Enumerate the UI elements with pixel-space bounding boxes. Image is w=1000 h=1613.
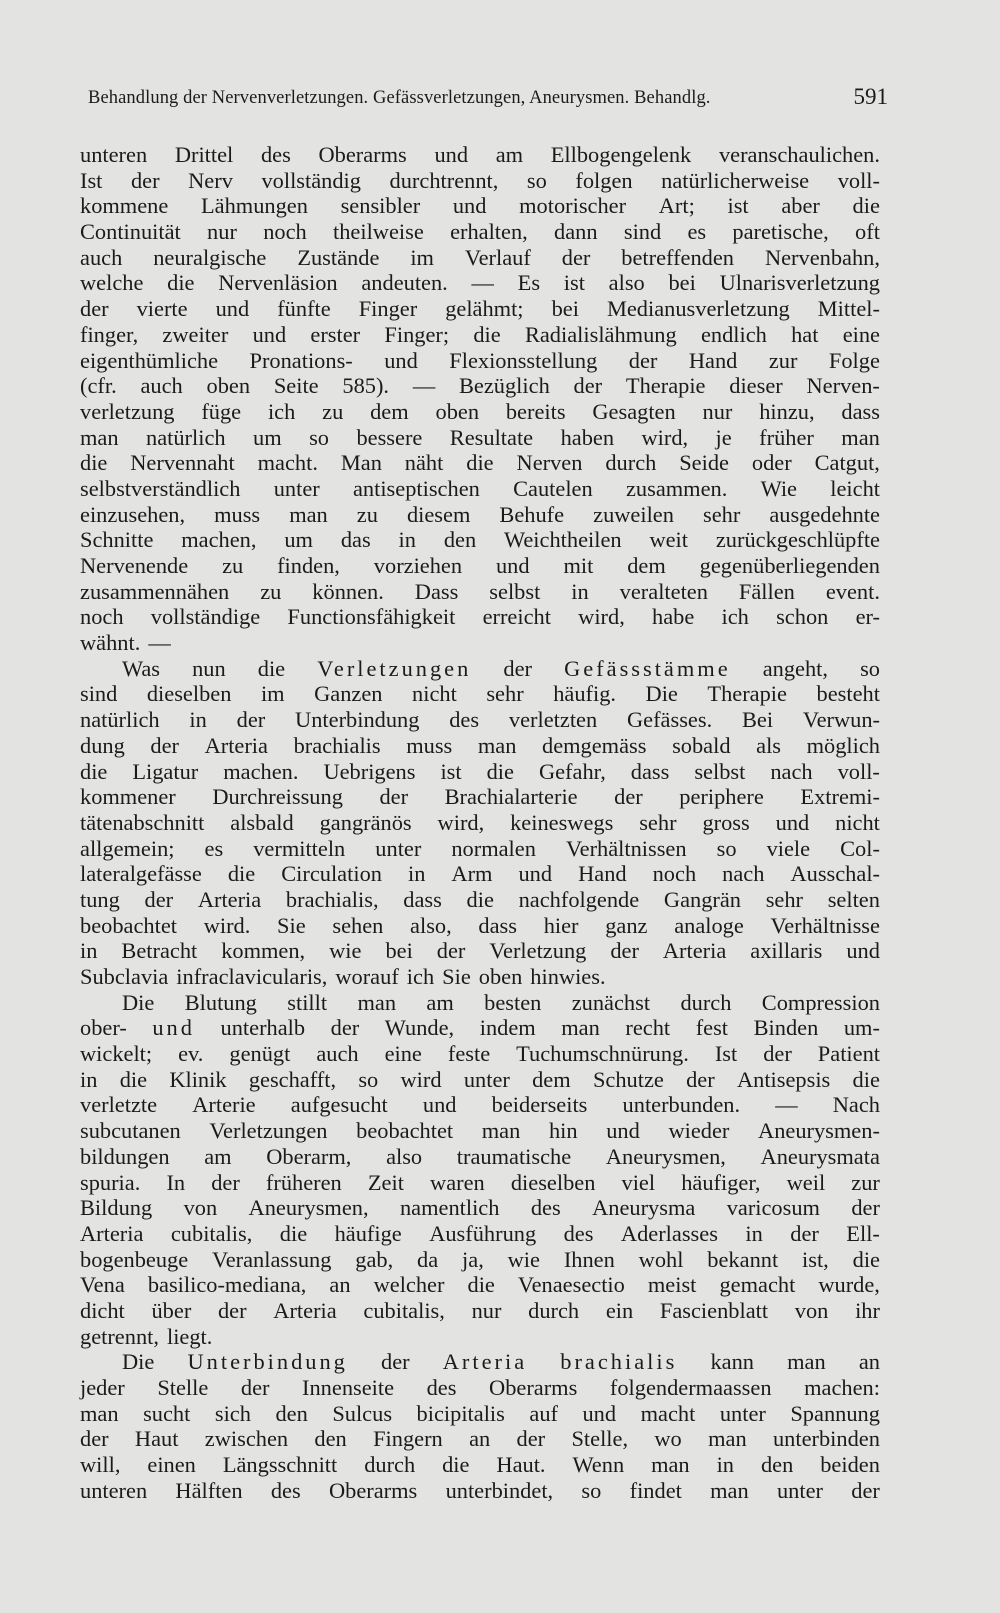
text-line: Schnitte machen, um das in den Weichtheilen weit zurückgeschlüpfte	[80, 527, 880, 553]
running-title: Behandlung der Nervenverletzungen. Gefässverletzungen, Aneurysmen. Behandlg.	[88, 88, 711, 108]
text-line: Vena basilico-mediana, an welcher die Venaesectio meist gemacht wurde,	[80, 1272, 880, 1298]
text-line: jeder Stelle der Innenseite des Oberarms folgendermaassen machen:	[80, 1375, 880, 1400]
text-line: Die Unterbindung der Arteria brachialis kann man an	[122, 1349, 880, 1375]
running-header	[88, 84, 888, 120]
text-line: subcutanen Verletzungen beobachtet man hin und wieder Aneurysmen-	[80, 1118, 880, 1144]
text-line: wickelt; ev. genügt auch eine feste Tuchumschnürung. Ist der Patient	[80, 1041, 880, 1067]
text-line: zusammennähen zu können. Dass selbst in veralteten Fällen event.	[80, 578, 880, 604]
text-line: Die Blutung stillt man am besten zunächst durch Compression	[122, 989, 880, 1015]
text-line: die Ligatur machen. Uebrigens ist die Gefahr, dass selbst nach voll-	[80, 758, 880, 784]
text-line: Ist der Nerv vollständig durchtrennt, so folgen natürlicherweise voll-	[80, 167, 880, 193]
text-line: die Nervennaht macht. Man näht die Nerven durch Seide oder Catgut,	[80, 450, 880, 476]
text-line: Nervenende zu finden, vorziehen und mit dem gegenüberliegenden	[80, 553, 880, 578]
text-line: eigenthümliche Pronations- und Flexionsstellung der Hand zur Folge	[80, 347, 880, 373]
text-line: wähnt. —	[80, 630, 171, 656]
text-line: welche die Nervenläsion andeuten. — Es ist also bei Ulnarisverletzung	[80, 270, 880, 296]
text-line: tung der Arteria brachialis, dass die nachfolgende Gangrän sehr selten	[80, 886, 880, 912]
text-line: der Haut zwischen den Fingern an der Stelle, wo man unterbinden	[80, 1426, 880, 1452]
text-line: will, einen Längsschnitt durch die Haut. Wenn man in den beiden	[80, 1452, 880, 1478]
text-line: noch vollständige Functionsfähigkeit erreicht wird, habe ich schon er-	[80, 604, 880, 630]
text-line: lateralgefässe die Circulation in Arm und Hand noch nach Ausschal-	[80, 861, 880, 887]
text-line: (cfr. auch oben Seite 585). — Bezüglich der Therapie dieser Nerven-	[80, 373, 880, 399]
text-line: in Betracht kommen, wie bei der Verletzung der Arteria axillaris und	[80, 938, 880, 964]
text-line: auch neuralgische Zustände im Verlauf der betreffenden Nervenbahn,	[80, 244, 880, 270]
text-line: man natürlich um so bessere Resultate haben wird, je früher man	[80, 424, 880, 450]
text-line: allgemein; es vermitteln unter normalen Verhältnissen so viele Col-	[80, 835, 880, 861]
text-line: bildungen am Oberarm, also traumatische Aneurysmen, Aneurysmata	[80, 1143, 880, 1169]
text-line: beobachtet wird. Sie sehen also, dass hier ganz analoge Verhältnisse	[80, 912, 880, 938]
text-line: dicht über der Arteria cubitalis, nur durch ein Fascienblatt von ihr	[80, 1297, 880, 1323]
text-line: Was nun die Verletzungen der Gefässstämme angeht, so	[122, 655, 880, 681]
text-line: finger, zweiter und erster Finger; die Radialislähmung endlich hat eine	[80, 321, 880, 347]
text-line: spuria. In der früheren Zeit waren dieselben viel häufiger, weil zur	[80, 1169, 880, 1195]
text-line: verletzte Arterie aufgesucht und beiderseits unterbunden. — Nach	[80, 1092, 880, 1118]
text-line: selbstverständlich unter antiseptischen Cautelen zusammen. Wie leicht	[80, 475, 880, 501]
text-line: getrennt, liegt.	[80, 1323, 213, 1349]
text-line: man sucht sich den Sulcus bicipitalis auf und macht unter Spannung	[80, 1400, 880, 1426]
text-line: sind dieselben im Ganzen nicht sehr häufig. Die Therapie besteht	[80, 681, 880, 707]
text-line: natürlich in der Unterbindung des verletzten Gefässes. Bei Verwun-	[80, 707, 880, 733]
text-line: ober- und unterhalb der Wunde, indem man recht fest Binden um-	[80, 1015, 880, 1041]
body-text	[80, 142, 880, 1503]
text-line: kommene Lähmungen sensibler und motorischer Art; ist aber die	[80, 193, 880, 219]
text-line: Subclavia infraclavicularis, worauf ich Sie oben hinwies.	[80, 964, 606, 989]
text-line: einzusehen, muss man zu diesem Behufe zuweilen sehr ausgedehnte	[80, 501, 880, 527]
text-line: der vierte und fünfte Finger gelähmt; bei Medianusverletzung Mittel-	[80, 296, 880, 322]
text-line: verletzung füge ich zu dem oben bereits Gesagten nur hinzu, dass	[80, 398, 880, 424]
text-line: tätenabschnitt alsbald gangränös wird, keineswegs sehr gross und nicht	[80, 809, 880, 835]
text-line: Continuität nur noch theilweise erhalten, dann sind es paretische, oft	[80, 219, 880, 245]
text-line: Arteria cubitalis, die häufige Ausführung des Aderlasses in der Ell-	[80, 1220, 880, 1246]
page-number: 591	[853, 84, 888, 109]
text-line: unteren Hälften des Oberarms unterbindet, so findet man unter der	[80, 1477, 880, 1503]
text-line: Bildung von Aneurysmen, namentlich des Aneurysma varicosum der	[80, 1195, 880, 1221]
text-line: dung der Arteria brachialis muss man demgemäss sobald als möglich	[80, 732, 880, 758]
text-line: unteren Drittel des Oberarms und am Ellbogengelenk veranschaulichen.	[80, 142, 880, 167]
text-line: kommener Durchreissung der Brachialarterie der periphere Extremi-	[80, 784, 880, 810]
text-line: in die Klinik geschafft, so wird unter dem Schutze der Antisepsis die	[80, 1066, 880, 1092]
text-line: bogenbeuge Veranlassung gab, da ja, wie Ihnen wohl bekannt ist, die	[80, 1246, 880, 1272]
